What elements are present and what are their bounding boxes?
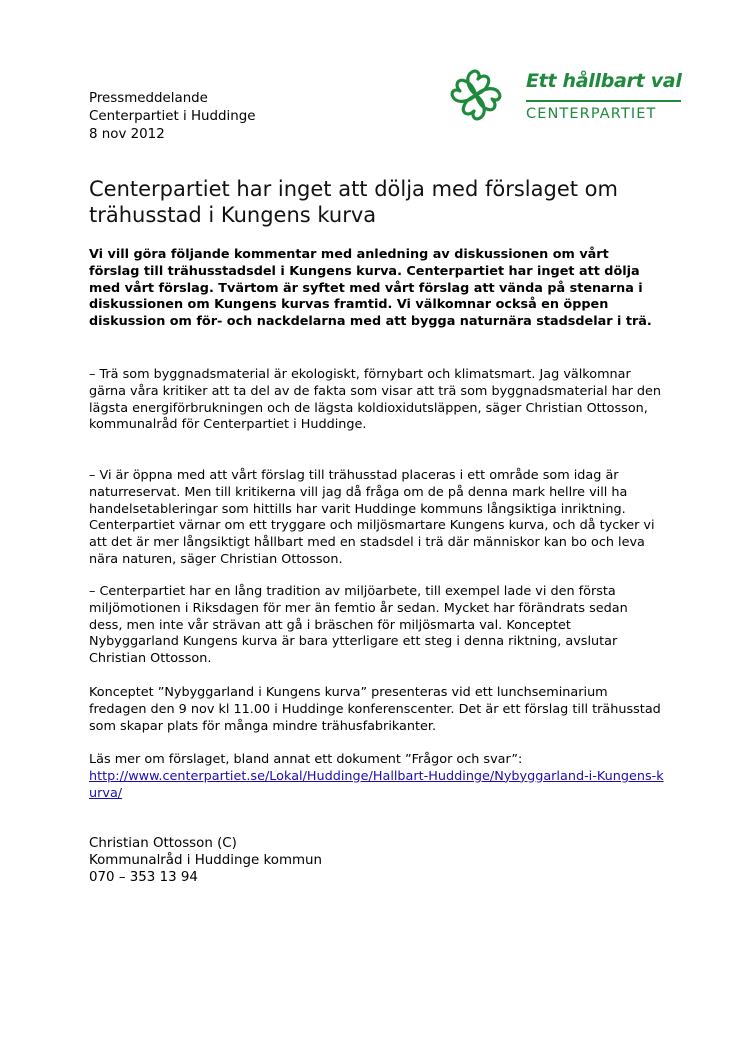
document-type: Pressmeddelande: [89, 91, 208, 106]
logo-divider: [526, 100, 681, 102]
document-header: [89, 90, 255, 144]
clover-icon: [445, 64, 507, 126]
body-paragraph-1: – Trä som byggnadsmaterial är ekologiskt, förnybart och klimatsmart. Jag välkomnar gärna våra kritiker att ta del av de fakta som visar att trä som byggnadsmaterial har den lägsta energiförbrukningen och de lägsta koldioxidutsläppen, säger Christian Ottosson, kommunalråd för Centerpartiet i Huddinge.: [89, 367, 661, 433]
read-more-text: Läs mer om förslaget, bland annat ett dokument ”Frågor och svar”:: [89, 752, 523, 767]
body-paragraph-4: Konceptet ”Nybyggarland i Kungens kurva” presenteras vid ett lunchseminarium fredagen den 9 nov kl 11.00 i Huddinge konferenscenter. Det är ett förslag till trähusstad som skapar plats för många mindre trähusfabrikanter.: [89, 685, 661, 734]
read-more-section: [89, 752, 664, 802]
page-title: Centerpartiet har inget att dölja med förslaget om trähusstad i Kungens kurva: [89, 177, 618, 227]
logo-slogan: Ett hållbart val: [526, 70, 682, 92]
body-paragraph-2: – Vi är öppna med att vårt förslag till trähusstad placeras i ett område som idag är naturreservat. Men till kritikerna vill jag då fråga om de på denna mark hellre vill ha handelsetableringar som hittills har varit Huddinge kommuns långsiktiga inriktning. Centerpartiet värnar om ett tryggare och miljösmartare Kungens kurva, och då tycker vi att det är mer långsiktigt hållbart med en stadsdel i trä där människor kan bo och leva nära naturen, säger Christian Ottosson.: [89, 468, 655, 567]
signature-role: Kommunalråd i Huddinge kommun: [89, 853, 323, 868]
signature-block: [89, 835, 322, 886]
logo-party-name: CENTERPARTIET: [526, 106, 657, 122]
signature-name: Christian Ottosson (C): [89, 836, 237, 851]
body-paragraph-3: – Centerpartiet har en lång tradition av miljöarbete, till exempel lade vi den första miljömotionen i Riksdagen för mer än femtio år sedan. Mycket har förändrats sedan dess, men inte vår strävan att gå i bräschen för miljösmarta val. Konceptet Nybyggarland Kungens kurva är bara ytterligare ett steg i denna riktning, avslutar Christian Ottosson.: [89, 584, 628, 667]
lead-paragraph: Vi vill göra följande kommentar med anledning av diskussionen om vårt förslag till trähusstadsdel i Kungens kurva. Centerpartiet har inget att dölja med vårt förslag. Tvärtom är syftet med vårt förslag att vända på stenarna i diskussionen om Kungens kurvas framtid. Vi välkomnar också en öppen diskussion om för- och nackdelarna med att bygga naturnära stadsdelar i trä.: [89, 247, 652, 330]
centerpartiet-logo: [445, 64, 685, 126]
read-more-link[interactable]: http://www.centerpartiet.se/Lokal/Huddinge/Hallbart-Huddinge/Nybyggarland-i-Kungens-kurva/: [89, 768, 664, 801]
organization: Centerpartiet i Huddinge: [89, 109, 256, 124]
signature-phone: 070 – 353 13 94: [89, 870, 198, 885]
document-date: 8 nov 2012: [89, 127, 165, 142]
